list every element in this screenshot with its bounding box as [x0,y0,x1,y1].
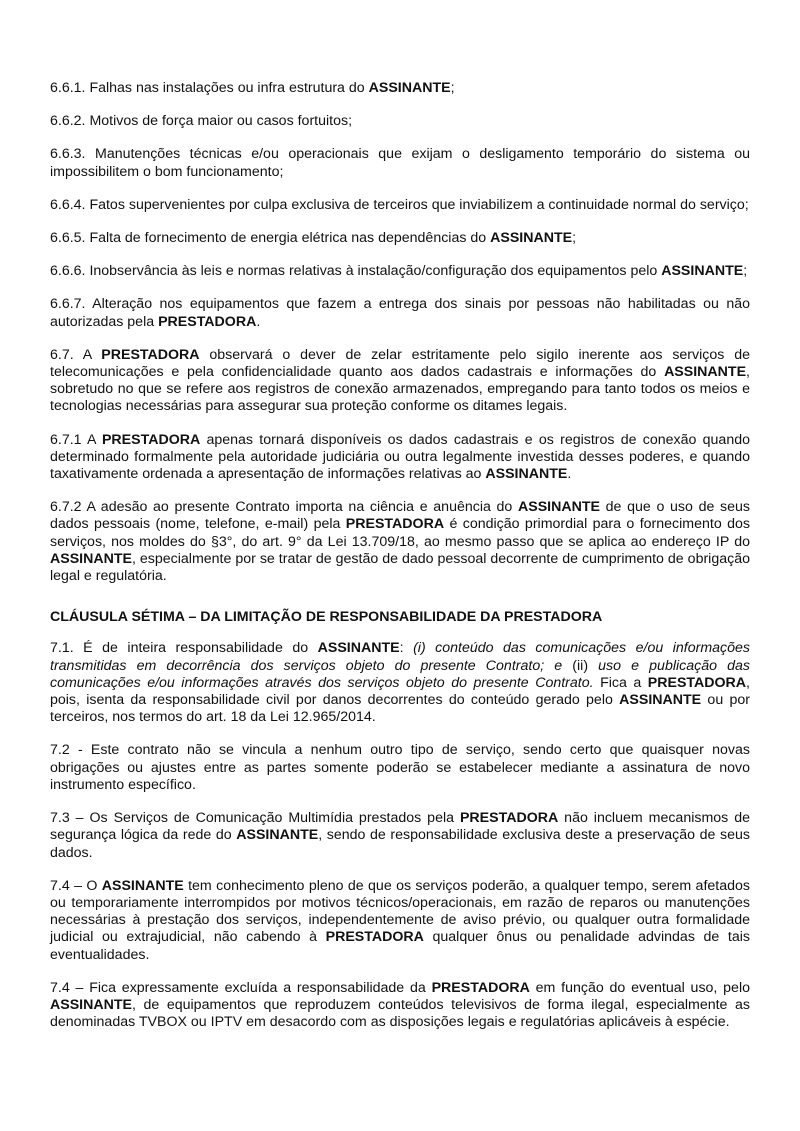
clause-6-6-6: 6.6.6. Inobservância às leis e normas relativas à instalação/configuração dos equipamentos pelo ASSINANTE; [50,263,748,280]
clause-6-7-2: 6.7.2 A adesão ao presente Contrato importa na ciência e anuência do ASSINANTE de que o uso de seus dados pessoais (nome, telefone, e-mail) pela PRESTADORA é condição primordial para o fornecimento dos serviços, nos moldes do §3°, do art. 9° da Lei 13.709/18, ao mesmo passo que se aplica ao endereço IP do ASSINANTE, especialmente por se tratar de gestão de dado pessoal decorrente de cumprimento de obrigação legal e regulatória. [50,499,750,585]
clause-6-6-1: 6.6.1. Falhas nas instalações ou infra estrutura do ASSINANTE; [50,80,455,96]
clause-7-3: 7.3 – Os Serviços de Comunicação Multimídia prestados pela PRESTADORA não incluem mecanismos de segurança lógica da rede do ASSINANTE, sendo de responsabilidade exclusiva deste a preservação de seus dados. [50,810,750,861]
clause-6-6-5: 6.6.5. Falta de fornecimento de energia elétrica nas dependências do ASSINANTE; [50,230,577,247]
clause-6-6-2: 6.6.2. Motivos de força maior ou casos fortuitos; [50,113,353,130]
section-heading-clausula-setima: CLÁUSULA SÉTIMA – DA LIMITAÇÃO DE RESPONSABILIDADE DA PRESTADORA [50,609,603,626]
clause-7-4-b: 7.4 – Fica expressamente excluída a responsabilidade da PRESTADORA em função do eventual uso, pelo ASSINANTE, de equipamentos que reproduzem conteúdos televisivos de forma ilegal, especialmente as denominadas TVBOX ou IPTV em desacordo com as disposições legais e regulatórias aplicáveis à espécie. [50,979,750,1031]
clause-6-7: 6.7. A PRESTADORA observará o dever de zelar estritamente pelo sigilo inerente aos serviços de telecomunicações e pela confidencialidade quanto aos dados cadastrais e informações do ASSINANTE, sobretudo no que se refere aos registros de conexão armazenados, empregando para tanto todos os meios e tecnologias necessárias para assegurar sua proteção conforme os ditames legais. [50,346,750,415]
clause-6-6-3: 6.6.3. Manutenções técnicas e/ou operacionais que exijam o desligamento temporário do sistema ou impossibilitem o bom funcionamento; [50,146,750,180]
clause-7-1: 7.1. É de inteira responsabilidade do ASSINANTE: (i) conteúdo das comunicações e/ou informações transmitidas em decorrência dos serviços objeto do presente Contrato; e (ii) uso e publicação das comunicações e/ou informações através dos serviços objeto do presente Contrato. Fica a PRESTADORA, pois, isenta da responsabilidade civil por danos decorrentes do conteúdo gerado pelo ASSINANTE ou por terceiros, nos termos do art. 18 da Lei 12.965/2014. [50,640,751,726]
clause-6-6-7: 6.6.7. Alteração nos equipamentos que fazem a entrega dos sinais por pessoas não habilitadas ou não autorizadas pela PRESTADORA. [50,296,750,330]
clause-6-7-1: 6.7.1 A PRESTADORA apenas tornará disponíveis os dados cadastrais e os registros de conexão quando determinado formalmente pela autoridade judiciária ou outra legalmente investida desses poderes, e quando taxativamente ordenada a apresentação de informações relativas ao ASSINANTE. [50,431,750,483]
clause-7-4-a: 7.4 – O ASSINANTE tem conhecimento pleno de que os serviços poderão, a qualquer tempo, serem afetados ou temporariamente interrompidos por motivos técnicos/operacionais, em razão de reparos ou manutenções necessárias à prestação dos serviços, independentemente de aviso prévio, ou qualquer outra formalidade judicial ou extrajudicial, não cabendo à PRESTADORA qualquer ônus ou penalidade advindas de tais eventualidades. [50,877,750,963]
clause-7-2: 7.2 - Este contrato não se vincula a nenhum outro tipo de serviço, sendo certo que quaisquer novas obrigações ou ajustes entre as partes somente poderão se estabelecer mediante a assinatura de novo instrumento específico. [50,742,750,793]
clause-6-6-4: 6.6.4. Fatos supervenientes por culpa exclusiva de terceiros que inviabilizem a continuidade normal do serviço; [50,196,749,213]
